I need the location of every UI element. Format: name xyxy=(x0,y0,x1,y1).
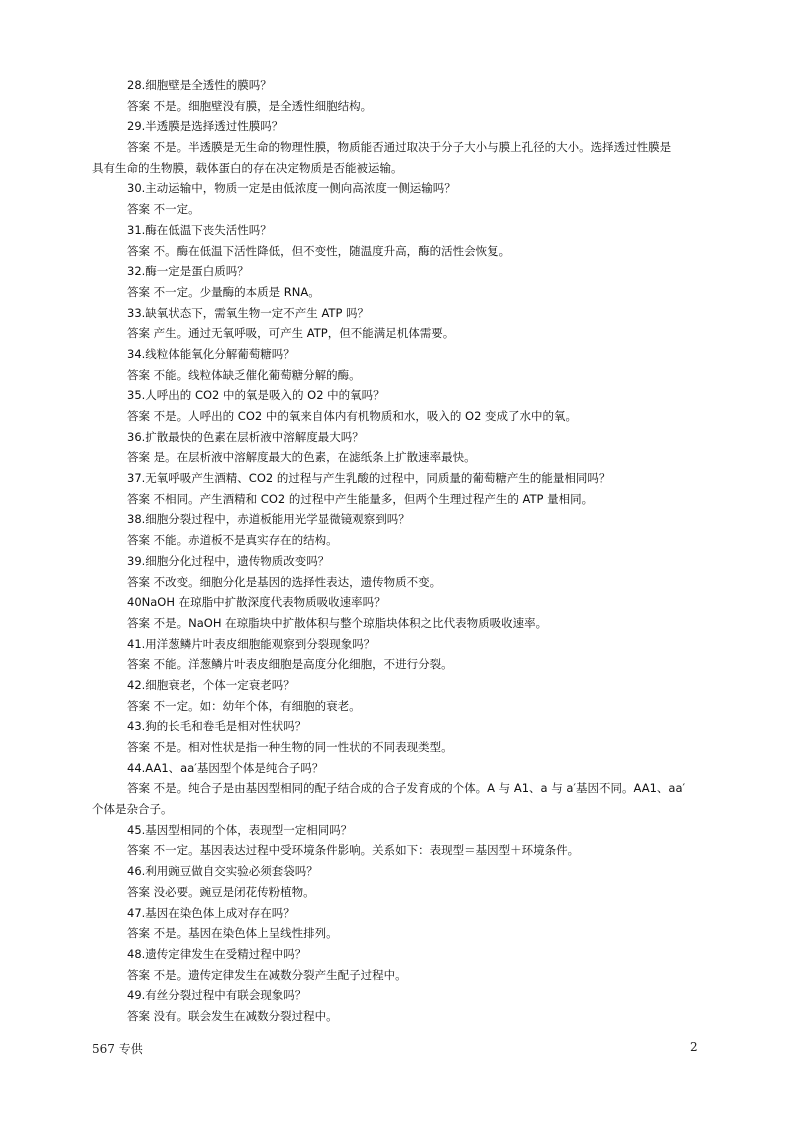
answer-line: 答案 不能。线粒体缺乏催化葡萄糖分解的酶。 xyxy=(127,367,361,382)
question-line: 43.狗的长毛和卷毛是相对性状吗？ xyxy=(127,719,307,734)
question-line: 48.遗传定律发生在受精过程中吗？ xyxy=(127,946,307,961)
answer-line: 答案 不是。相对性状是指一种生物的同一性状的不同表现类型。 xyxy=(127,740,453,754)
answer-line: 答案 不。酶在低温下活性降低，但不变性，随温度升高，酶的活性会恢复。 xyxy=(127,243,511,258)
question-line: 30.主动运输中，物质一定是由低浓度一侧向高浓度一侧运输吗？ xyxy=(127,181,456,196)
answer-line: 答案 不是。基因在染色体上呈线性排列。 xyxy=(127,926,338,941)
page-number: 2 xyxy=(690,1040,698,1054)
question-line: 42.细胞衰老，个体一定衰老吗？ xyxy=(127,677,295,692)
answer-line: 答案 不能。赤道板不是真实存在的结构。 xyxy=(127,533,338,548)
answer-line: 答案 没必要。豌豆是闭花传粉植物。 xyxy=(127,884,315,899)
question-line: 47.基因在染色体上成对存在吗？ xyxy=(127,905,295,920)
question-line: 39.细胞分化过程中，遗传物质改变吗？ xyxy=(127,553,330,568)
question-line: 34.线粒体能氧化分解葡萄糖吗？ xyxy=(127,346,295,361)
answer-line: 答案 不能。洋葱鳞片叶表皮细胞是高度分化细胞，不进行分裂。 xyxy=(127,657,453,672)
answer-line: 答案 没有。联会发生在减数分裂过程中。 xyxy=(127,1008,338,1023)
footer-source: 567 专供 xyxy=(92,1042,143,1056)
question-line: 41.用洋葱鳞片叶表皮细胞能观察到分裂现象吗？ xyxy=(127,636,376,651)
answer-line: 答案 不一定。如：幼年个体，有细胞的衰老。 xyxy=(127,698,361,713)
question-line: 40NaOH 在琼脂中扩散深度代表物质吸收速率吗？ xyxy=(127,595,386,610)
answer-line: 答案 不是。人呼出的 CO2 中的氧来自体内有机物质和水，吸入的 O2 变成了水中的氧。 xyxy=(127,409,578,423)
question-line: 37.无氧呼吸产生酒精、CO2 的过程与产生乳酸的过程中，同质量的葡萄糖产生的能量相同吗？ xyxy=(127,471,611,486)
answer-line: 答案 不相同。产生酒精和 CO2 的过程中产生能量多，但两个生理过程产生的 ATP 量相同。 xyxy=(127,491,594,506)
answer-line: 答案 不是。纯合子是由基因型相同的配子结合成的合子发育成的个体。A 与 A1、a 与 a′基因不同。AA1、aa′ xyxy=(127,781,686,796)
answer-line: 答案 不是。遗传定律发生在减数分裂产生配子过程中。 xyxy=(127,967,407,982)
question-line: 44.AA1、aa′基因型个体是纯合子吗？ xyxy=(127,760,324,775)
answer-line: 答案 不是。细胞壁没有膜，是全透性细胞结构。 xyxy=(127,98,373,113)
question-line: 36.扩散最快的色素在层析液中溶解度最大吗？ xyxy=(127,429,364,444)
answer-continuation-line: 个体是杂合子。 xyxy=(92,802,173,817)
question-line: 29.半透膜是选择透过性膜吗？ xyxy=(127,119,284,134)
question-line: 28.细胞壁是全透性的膜吗？ xyxy=(127,78,272,92)
question-line: 31.酶在低温下丧失活性吗？ xyxy=(127,222,272,237)
question-line: 38.细胞分裂过程中，赤道板能用光学显微镜观察到吗？ xyxy=(127,512,410,527)
answer-continuation-line: 具有生命的生物膜，载体蛋白的存在决定物质是否能被运输。 xyxy=(92,160,403,175)
question-line: 35.人呼出的 CO2 中的氧是吸入的 O2 中的氧吗？ xyxy=(127,388,385,403)
document-body xyxy=(0,75,794,1027)
question-line: 33.缺氧状态下，需氧生物一定不产生 ATP 吗？ xyxy=(127,305,370,320)
question-line: 45.基因型相同的个体，表现型一定相同吗？ xyxy=(127,822,353,837)
answer-line: 答案 产生。通过无氧呼吸，可产生 ATP，但不能满足机体需要。 xyxy=(127,326,455,341)
answer-line: 答案 不改变。细胞分化是基因的选择性表达，遗传物质不变。 xyxy=(127,574,442,589)
answer-line: 答案 不是。NaOH 在琼脂块中扩散体积与整个琼脂块体积之比代表物质吸收速率。 xyxy=(127,615,548,630)
answer-line: 答案 不是。半透膜是无生命的物理性膜，物质能否通过取决于分子大小与膜上孔径的大小。选择透过性膜是 xyxy=(127,140,672,155)
question-line: 32.酶一定是蛋白质吗？ xyxy=(127,264,249,279)
question-line: 46.利用豌豆做自交实验必须套袋吗？ xyxy=(127,864,318,879)
answer-line: 答案 不一定。 xyxy=(127,202,200,217)
answer-line: 答案 不一定。少量酶的本质是 RNA。 xyxy=(127,284,320,299)
answer-line: 答案 不一定。基因表达过程中受环境条件影响。关系如下：表现型＝基因型＋环境条件。 xyxy=(127,843,580,858)
question-line: 49.有丝分裂过程中有联会现象吗？ xyxy=(127,988,307,1003)
answer-line: 答案 是。在层析液中溶解度最大的色素，在滤纸条上扩散速率最快。 xyxy=(127,450,476,465)
